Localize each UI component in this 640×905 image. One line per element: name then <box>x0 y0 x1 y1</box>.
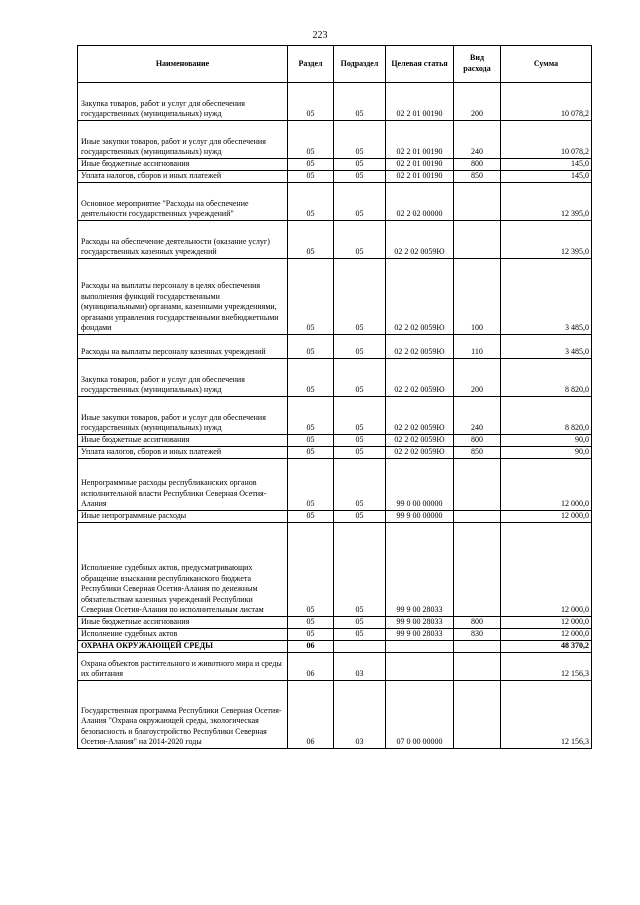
header-section: Раздел <box>288 46 334 83</box>
row-sum: 3 485,0 <box>501 259 592 335</box>
row-name: Исполнение судебных актов, предусматривающих обращение взыскания республиканского бюджета Республики Северная Осетия-Алания по денежным обязательствам казенных учреждений Республики Северная Осетия-Алания по исполнительным листам <box>78 523 288 617</box>
row-name: Уплата налогов, сборов и иных платежей <box>78 447 288 459</box>
row-sum: 90,0 <box>501 447 592 459</box>
row-target-article: 02 2 02 00000 <box>386 183 454 221</box>
row-target-article: 02 2 01 00190 <box>386 83 454 121</box>
row-expense-type: 200 <box>454 83 501 121</box>
table-row <box>78 629 592 641</box>
row-sum: 12 395,0 <box>501 183 592 221</box>
row-target-article: 07 0 00 00000 <box>386 681 454 749</box>
table-row <box>78 259 592 335</box>
table-row <box>78 511 592 523</box>
row-target-article <box>386 653 454 681</box>
header-target-article: Целевая статья <box>386 46 454 83</box>
row-sum: 10 078,2 <box>501 121 592 159</box>
row-name: Иные бюджетные ассигнования <box>78 617 288 629</box>
row-section: 05 <box>288 83 334 121</box>
row-section: 05 <box>288 617 334 629</box>
row-subsection: 03 <box>334 681 386 749</box>
row-subsection: 03 <box>334 653 386 681</box>
table-row <box>78 653 592 681</box>
table-row <box>78 641 592 653</box>
header-expense-type: Вид расхода <box>454 46 501 83</box>
row-target-article: 02 2 02 0059Ю <box>386 435 454 447</box>
row-sum: 3 485,0 <box>501 335 592 359</box>
row-expense-type <box>454 641 501 653</box>
row-subsection: 05 <box>334 171 386 183</box>
row-expense-type <box>454 221 501 259</box>
row-section: 05 <box>288 447 334 459</box>
table-row <box>78 83 592 121</box>
row-expense-type <box>454 459 501 511</box>
row-expense-type: 850 <box>454 447 501 459</box>
row-sum: 145,0 <box>501 171 592 183</box>
table-row <box>78 681 592 749</box>
row-target-article: 02 2 02 0059Ю <box>386 447 454 459</box>
row-target-article: 02 2 02 0059Ю <box>386 359 454 397</box>
row-name: Охрана объектов растительного и животного мира и среды их обитания <box>78 653 288 681</box>
table-row <box>78 121 592 159</box>
row-name: Иные непрограммные расходы <box>78 511 288 523</box>
row-sum: 12 000,0 <box>501 511 592 523</box>
table-row <box>78 183 592 221</box>
row-expense-type <box>454 511 501 523</box>
table-row <box>78 359 592 397</box>
row-target-article: 99 9 00 28033 <box>386 617 454 629</box>
row-target-article: 02 2 01 00190 <box>386 171 454 183</box>
row-sum: 12 000,0 <box>501 617 592 629</box>
row-sum: 12 156,3 <box>501 653 592 681</box>
row-sum: 12 395,0 <box>501 221 592 259</box>
table-row <box>78 397 592 435</box>
row-subsection: 05 <box>334 359 386 397</box>
row-expense-type: 800 <box>454 617 501 629</box>
row-section: 05 <box>288 221 334 259</box>
row-name: Закупка товаров, работ и услуг для обеспечения государственных (муниципальных) нужд <box>78 359 288 397</box>
page-number: 223 <box>312 30 328 41</box>
row-subsection: 05 <box>334 617 386 629</box>
table-row <box>78 171 592 183</box>
row-target-article: 02 2 02 0059Ю <box>386 259 454 335</box>
header-name: Наименование <box>78 46 288 83</box>
row-expense-type: 200 <box>454 359 501 397</box>
row-expense-type: 240 <box>454 121 501 159</box>
row-subsection <box>334 641 386 653</box>
row-expense-type: 830 <box>454 629 501 641</box>
row-target-article: 02 2 01 00190 <box>386 121 454 159</box>
row-name: Основное мероприятие "Расходы на обеспечение деятельности государственных учреждений" <box>78 183 288 221</box>
header-sum: Сумма <box>501 46 592 83</box>
row-subsection: 05 <box>334 159 386 171</box>
row-target-article: 02 2 01 00190 <box>386 159 454 171</box>
row-expense-type <box>454 183 501 221</box>
row-subsection: 05 <box>334 629 386 641</box>
row-subsection: 05 <box>334 435 386 447</box>
row-name: ОХРАНА ОКРУЖАЮЩЕЙ СРЕДЫ <box>78 641 288 653</box>
row-expense-type: 240 <box>454 397 501 435</box>
row-sum: 145,0 <box>501 159 592 171</box>
table-row <box>78 617 592 629</box>
row-subsection: 05 <box>334 221 386 259</box>
row-expense-type <box>454 523 501 617</box>
row-subsection: 05 <box>334 83 386 121</box>
row-section: 05 <box>288 459 334 511</box>
row-target-article: 99 9 00 28033 <box>386 523 454 617</box>
row-expense-type: 800 <box>454 159 501 171</box>
row-target-article: 99 9 00 28033 <box>386 629 454 641</box>
row-name: Иные закупки товаров, работ и услуг для обеспечения государственных (муниципальных) нужд <box>78 121 288 159</box>
table-row <box>78 335 592 359</box>
row-section: 05 <box>288 171 334 183</box>
row-name: Иные закупки товаров, работ и услуг для обеспечения государственных (муниципальных) нужд <box>78 397 288 435</box>
table-row <box>78 447 592 459</box>
row-section: 05 <box>288 435 334 447</box>
row-name: Расходы на обеспечение деятельности (оказание услуг) государственных казенных учреждений <box>78 221 288 259</box>
row-section: 05 <box>288 183 334 221</box>
row-section: 05 <box>288 159 334 171</box>
row-target-article <box>386 641 454 653</box>
row-sum: 8 820,0 <box>501 359 592 397</box>
row-section: 05 <box>288 121 334 159</box>
row-target-article: 99 9 00 00000 <box>386 511 454 523</box>
row-expense-type <box>454 653 501 681</box>
row-expense-type: 800 <box>454 435 501 447</box>
row-name: Расходы на выплаты персоналу в целях обеспечения выполнения функций государственными (муниципальными) органами, казенными учреждениями, органами управления государственными внебюджетными фондами <box>78 259 288 335</box>
header-subsection: Подраздел <box>334 46 386 83</box>
row-subsection: 05 <box>334 447 386 459</box>
row-subsection: 05 <box>334 259 386 335</box>
row-section: 05 <box>288 511 334 523</box>
row-section: 05 <box>288 397 334 435</box>
row-sum: 12 000,0 <box>501 459 592 511</box>
row-sum: 12 156,3 <box>501 681 592 749</box>
row-name: Расходы на выплаты персоналу казенных учреждений <box>78 335 288 359</box>
row-section: 05 <box>288 359 334 397</box>
row-expense-type: 850 <box>454 171 501 183</box>
row-expense-type <box>454 681 501 749</box>
table-row <box>78 159 592 171</box>
row-name: Закупка товаров, работ и услуг для обеспечения государственных (муниципальных) нужд <box>78 83 288 121</box>
row-sum: 48 370,2 <box>501 641 592 653</box>
row-target-article: 02 2 02 0059Ю <box>386 221 454 259</box>
table-header-row <box>78 46 592 83</box>
row-target-article: 02 2 02 0059Ю <box>386 335 454 359</box>
row-expense-type: 110 <box>454 335 501 359</box>
row-sum: 10 078,2 <box>501 83 592 121</box>
row-expense-type: 100 <box>454 259 501 335</box>
table-row <box>78 523 592 617</box>
table-body <box>78 83 592 749</box>
table-row <box>78 435 592 447</box>
row-target-article: 02 2 02 0059Ю <box>386 397 454 435</box>
row-sum: 12 000,0 <box>501 629 592 641</box>
row-subsection: 05 <box>334 459 386 511</box>
row-name: Уплата налогов, сборов и иных платежей <box>78 171 288 183</box>
row-subsection: 05 <box>334 335 386 359</box>
row-target-article: 99 0 00 00000 <box>386 459 454 511</box>
row-section: 05 <box>288 335 334 359</box>
row-section: 05 <box>288 629 334 641</box>
table-row <box>78 459 592 511</box>
row-section: 06 <box>288 681 334 749</box>
row-name: Исполнение судебных актов <box>78 629 288 641</box>
row-section: 06 <box>288 653 334 681</box>
row-subsection: 05 <box>334 183 386 221</box>
table-row <box>78 221 592 259</box>
row-subsection: 05 <box>334 523 386 617</box>
row-section: 05 <box>288 523 334 617</box>
budget-table <box>77 45 592 749</box>
row-section: 05 <box>288 259 334 335</box>
row-sum: 8 820,0 <box>501 397 592 435</box>
row-name: Иные бюджетные ассигнования <box>78 159 288 171</box>
row-name: Государственная программа Республики Северная Осетия-Алания "Охрана окружающей среды, экологическая безопасность и благоустройство Республики Северная Осетия-Алания" на 2014-2020 годы <box>78 681 288 749</box>
row-subsection: 05 <box>334 511 386 523</box>
row-section: 06 <box>288 641 334 653</box>
row-sum: 90,0 <box>501 435 592 447</box>
row-name: Непрограммные расходы республиканских органов исполнительной власти Республики Северная Осетия-Алания <box>78 459 288 511</box>
row-subsection: 05 <box>334 397 386 435</box>
row-sum: 12 000,0 <box>501 523 592 617</box>
row-name: Иные бюджетные ассигнования <box>78 435 288 447</box>
row-subsection: 05 <box>334 121 386 159</box>
